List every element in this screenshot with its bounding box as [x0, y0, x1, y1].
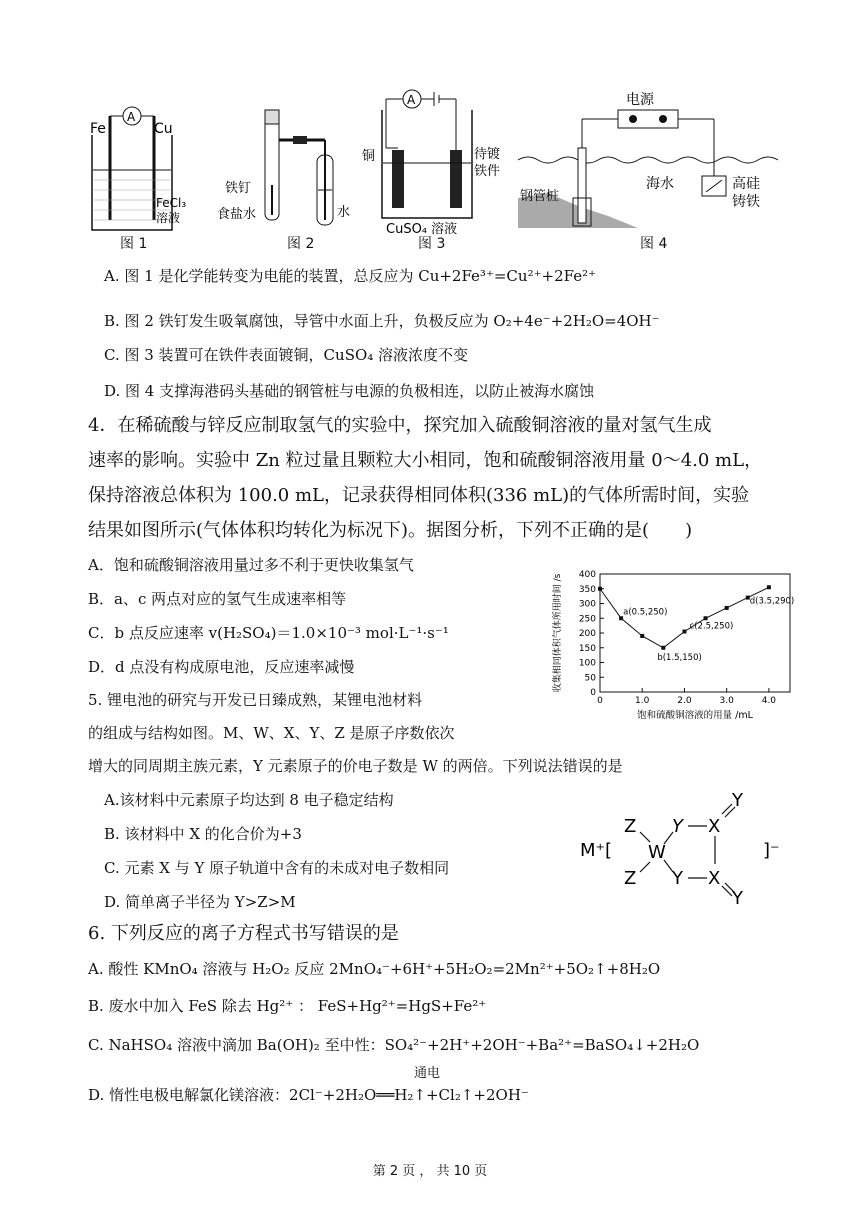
q6-option-c: C. NaHSO₄ 溶液中滴加 Ba(OH)₂ 至中性：SO₄²⁻+2H⁺+2OH⁻+Ba²⁺=BaSO₄↓+2H₂O — [88, 1036, 700, 1054]
chart-plot-frame — [600, 574, 790, 692]
structure-y-dbl-top: Y — [732, 790, 743, 811]
figure-3 — [356, 88, 506, 238]
q5-option-b: B. 该材料中 X 的化合价为+3 — [104, 825, 302, 843]
q4-option-d: D．d 点没有构成原电池，反应速率减慢 — [88, 658, 355, 676]
chart-data-point — [682, 630, 686, 634]
chart-ytick-label: 300 — [578, 599, 596, 610]
q4-stem-line1: 4．在稀硫酸与锌反应制取氢气的实验中，探究加入硫酸铜溶液的量对氢气生成 — [88, 415, 712, 436]
q4-option-c: C．b 点反应速率 v(H₂SO₄)＝1.0×10⁻³ mol·L⁻¹·s⁻¹ — [88, 624, 449, 642]
chart-data-point — [725, 606, 729, 610]
q5-option-c: C. 元素 X 与 Y 原子轨道中含有的未成对电子数相同 — [104, 859, 450, 877]
chart-annotation-a: a(0.5,250) — [623, 607, 668, 618]
fig3-plate-label2: 铁件 — [474, 164, 501, 179]
chart-ytick-label: 0 — [590, 688, 596, 698]
q5-stem-line2: 的组成与结构如图。M、W、X、Y、Z 是原子序数依次 — [88, 724, 455, 742]
figure-2 — [217, 100, 355, 240]
chart-data-point — [704, 616, 708, 620]
chart-ytick-label: 200 — [578, 629, 596, 639]
figure-4 — [518, 88, 788, 238]
q3-option-b: B. 图 2 铁钉发生吸氧腐蚀，导管中水面上升，负极反应为 O₂+4e⁻+2H₂O=4OH⁻ — [104, 312, 660, 330]
q3-option-a: A. 图 1 是化学能转变为电能的装置，总反应为 Cu+2Fe³⁺=Cu²⁺+2Fe²⁺ — [104, 267, 597, 285]
chart-data-point — [598, 587, 602, 591]
chart-xlabel: 饱和硫酸铜溶液的用量 /mL — [637, 710, 753, 721]
structure-m-bracket: M⁺[ — [580, 840, 613, 861]
fig1-solution-label2: 溶液 — [156, 211, 181, 225]
q3-option-c: C. 图 3 装置可在铁件表面镀铜，CuSO₄ 溶液浓度不变 — [104, 346, 469, 364]
chart-data-point — [661, 646, 665, 650]
q5-option-d: D. 简单离子半径为 Y>Z>M — [104, 893, 296, 911]
chart-ytick-label: 150 — [578, 643, 596, 654]
chart-ylabel: 收集相同体积气体所用时间 /s — [553, 573, 563, 693]
structure-x-bottom: X — [708, 868, 721, 889]
chart-ytick-label: 350 — [578, 584, 596, 595]
q4-stem-line4: 结果如图所示(气体体积均转化为标况下)。据图分析，下列不正确的是( ) — [88, 520, 693, 541]
chart-xtick-label: 2.0 — [677, 696, 692, 706]
chart-ytick-label: 50 — [584, 673, 596, 684]
structure-y-bottom: Y — [672, 868, 683, 889]
fig1-solution-label: FeCl₃ — [156, 196, 187, 210]
q4-chart — [548, 562, 808, 727]
fig4-caption: 图 4 — [640, 236, 668, 252]
fig1-cu-label: Cu — [154, 121, 173, 137]
q4-option-b: B．a、c 两点对应的氢气生成速率相等 — [88, 590, 347, 608]
chart-xtick-label: 1.0 — [635, 696, 650, 706]
fig3-plate-label1: 待镀 — [474, 147, 501, 162]
q6-option-a: A. 酸性 KMnO₄ 溶液与 H₂O₂ 反应 2MnO₄⁻+6H⁺+5H₂O₂=2Mn²⁺+5O₂↑+8H₂O — [88, 960, 661, 978]
q5-option-a: A.该材料中元素原子均达到 8 电子稳定结构 — [104, 791, 394, 809]
structure-y-dbl-bottom: Y — [732, 888, 743, 909]
fig2-caption: 图 2 — [287, 236, 315, 252]
fig4-power-label: 电源 — [626, 92, 654, 108]
chart-annotation-b: b(1.5,150) — [657, 652, 702, 663]
chart-annotation-d: d(3.5,290) — [749, 596, 795, 607]
chart-xtick-label: 3.0 — [719, 696, 734, 706]
fig1-fe-label: Fe — [90, 121, 106, 137]
q3-option-d: D. 图 4 支撑海港码头基础的钢管桩与电源的负极相连，以防止被海水腐蚀 — [104, 382, 595, 400]
chart-series-line — [600, 587, 769, 647]
electrolysis-condition: 通电 — [414, 1066, 441, 1081]
fig4-sea-label: 海水 — [646, 176, 674, 192]
fig4-anode-label2: 铸铁 — [732, 194, 760, 210]
chart-ytick-label: 250 — [578, 614, 596, 625]
chart-ytick-label: 100 — [578, 658, 596, 669]
fig3-caption: 图 3 — [418, 236, 446, 252]
structure-z-bottom: Z — [624, 868, 637, 889]
q5-stem-line1: 5. 锂电池的研究与开发已日臻成熟，某锂电池材料 — [88, 691, 423, 709]
fig1-ammeter-label: A — [127, 110, 136, 124]
page-footer: 第 2 页 ， 共 10 页 — [372, 1164, 488, 1179]
q6-option-b: B. 废水中加入 FeS 除去 Hg²⁺ ： FeS+Hg²⁺=HgS+Fe²⁺ — [88, 997, 487, 1015]
chart-data-point — [640, 634, 644, 638]
q5-structure — [580, 792, 790, 907]
q4-stem-line2: 速率的影响。实验中 Zn 粒过量且颗粒大小相同，饱和硫酸铜溶液用量 0～4.0 mL， — [88, 450, 763, 471]
chart-xtick-label: 4.0 — [761, 696, 777, 706]
fig3-ammeter-label: A — [407, 93, 416, 107]
fig1-caption: 图 1 — [120, 236, 148, 252]
q4-option-a: A．饱和硫酸铜溶液用量过多不利于更快收集氢气 — [88, 556, 414, 574]
chart-data-point — [767, 585, 771, 589]
fig2-nail-label: 铁钉 — [225, 181, 252, 196]
fig2-salt-label: 食盐水 — [217, 207, 257, 222]
q4-stem-line3: 保持溶液总体积为 100.0 mL，记录获得相同体积(336 mL)的气体所需时间，实验 — [88, 485, 750, 506]
structure-close-bracket: ]⁻ — [763, 840, 780, 861]
structure-z-top: Z — [624, 816, 637, 837]
chart-xtick-label: 0 — [597, 696, 603, 706]
fig2-water-label: 水 — [337, 205, 351, 220]
fig4-anode-label1: 高硅 — [732, 176, 760, 192]
structure-x-top: X — [708, 816, 721, 837]
structure-w: W — [648, 842, 666, 863]
chart-ytick-label: 400 — [578, 570, 596, 580]
q6-stem: 6. 下列反应的离子方程式书写错误的是 — [88, 923, 399, 944]
fig3-solution-label: CuSO₄ 溶液 — [386, 222, 458, 237]
figure-1 — [86, 100, 196, 250]
q6-option-d: D. 惰性电极电解氯化镁溶液：2Cl⁻+2H₂O══H₂↑+Cl₂↑+2OH⁻ — [88, 1086, 529, 1104]
structure-y-top: Y — [672, 816, 683, 837]
chart-annotation-c: c(2.5,250) — [689, 621, 734, 632]
q5-stem-line3: 增大的同周期主族元素，Y 元素原子的价电子数是 W 的两倍。下列说法错误的是 — [88, 757, 623, 775]
fig3-copper-label: 铜 — [362, 149, 376, 164]
fig4-pile-label: 钢管桩 — [520, 189, 560, 204]
